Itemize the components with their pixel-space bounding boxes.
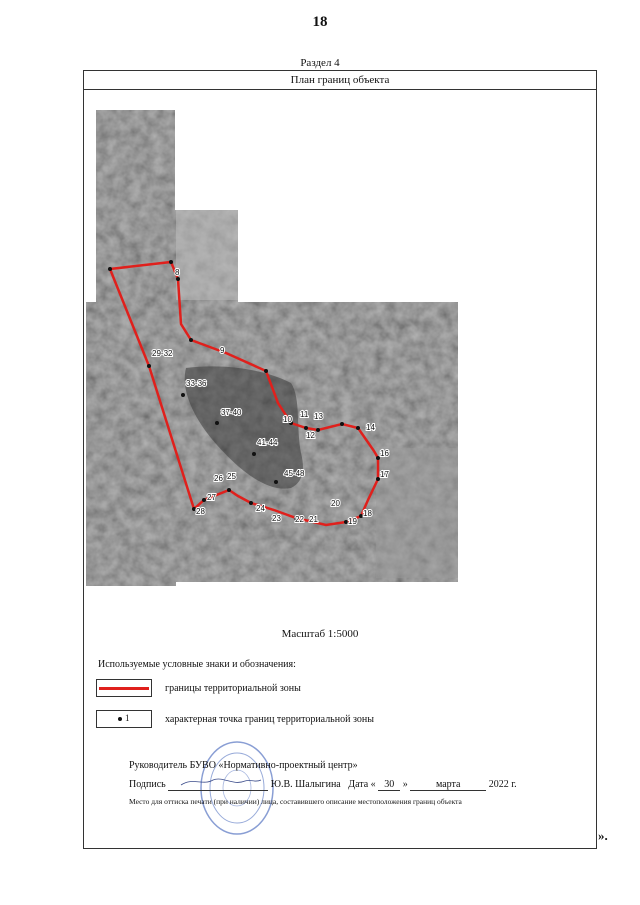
legend-line-symbol [96,679,152,697]
point-label: 27 [207,493,216,502]
point-label: 26 [214,474,223,483]
date-year: 2022 г. [488,779,517,790]
boundary-point [189,338,193,342]
point-label: 29-32 [152,349,173,358]
boundary-point [356,426,360,430]
signatory-title: Руководитель БУВО «Нормативно-проектный центр» [129,760,358,771]
boundary-point [202,498,206,502]
point-label: 9 [220,346,225,355]
boundary-point [264,369,268,373]
boundary-point [252,452,256,456]
point-label: 17 [380,470,389,479]
boundary-point [181,393,185,397]
legend-title: Используемые условные знаки и обозначения: [98,659,296,670]
point-label: 20 [331,499,340,508]
boundary-point [274,480,278,484]
boundary-point [147,364,151,368]
boundary-point [249,501,253,505]
point-label: 18 [363,509,372,518]
point-label: 45-48 [284,469,305,478]
map-scale: Масштаб 1:5000 [281,628,359,640]
date-label: Дата « [348,779,376,790]
boundary-point [304,426,308,430]
point-label: 28 [196,507,205,516]
point-label: 21 [309,515,318,524]
point-label: 37-40 [221,408,242,417]
legend-point-symbol [96,710,152,728]
point-label: 8 [175,268,180,277]
boundary-map [86,108,458,586]
red-line-swatch [99,687,149,690]
point-swatch-label: 1 [125,713,130,723]
handwritten-signature [173,777,263,787]
boundary-point [215,421,219,425]
boundary-point [227,488,231,492]
date-separator: » [402,779,408,790]
boundary-point [176,277,180,281]
signature-line [129,777,517,791]
legend-label: характерная точка границ территориальной зоны [165,714,374,725]
point-label: 13 [314,412,323,421]
point-label: 41-44 [257,438,278,447]
signatory-name: Ю.В. Шалыгина [270,779,341,790]
point-label: 25 [227,472,236,481]
point-label: 14 [366,423,375,432]
section-heading: Раздел 4 [300,57,340,69]
point-label: 11 [300,410,309,419]
date-month: марта [410,779,486,791]
boundary-point [169,260,173,264]
legend-label: границы территориальной зоны [165,683,301,694]
sign-label: Подпись [129,779,166,790]
point-label: 12 [306,431,315,440]
point-swatch [118,717,122,721]
page-number: 18 [312,14,328,30]
point-label: 16 [380,449,389,458]
boundary-point [340,422,344,426]
point-label: 10 [283,415,292,424]
point-label: 33-36 [186,379,207,388]
plan-title: План границ объекта [83,70,597,90]
point-label: 19 [348,517,357,526]
signature-field [168,777,268,791]
point-label: 22 [295,515,304,524]
point-label: 24 [256,504,265,513]
closing-quote: ». [598,828,608,843]
point-label: 23 [272,514,281,523]
date-day: 30 [378,779,400,791]
boundary-point [316,428,320,432]
boundary-point [108,267,112,271]
seal-note: Место для оттиска печати (при наличии) лица, составившего описание местоположения границ объекта [129,797,462,806]
